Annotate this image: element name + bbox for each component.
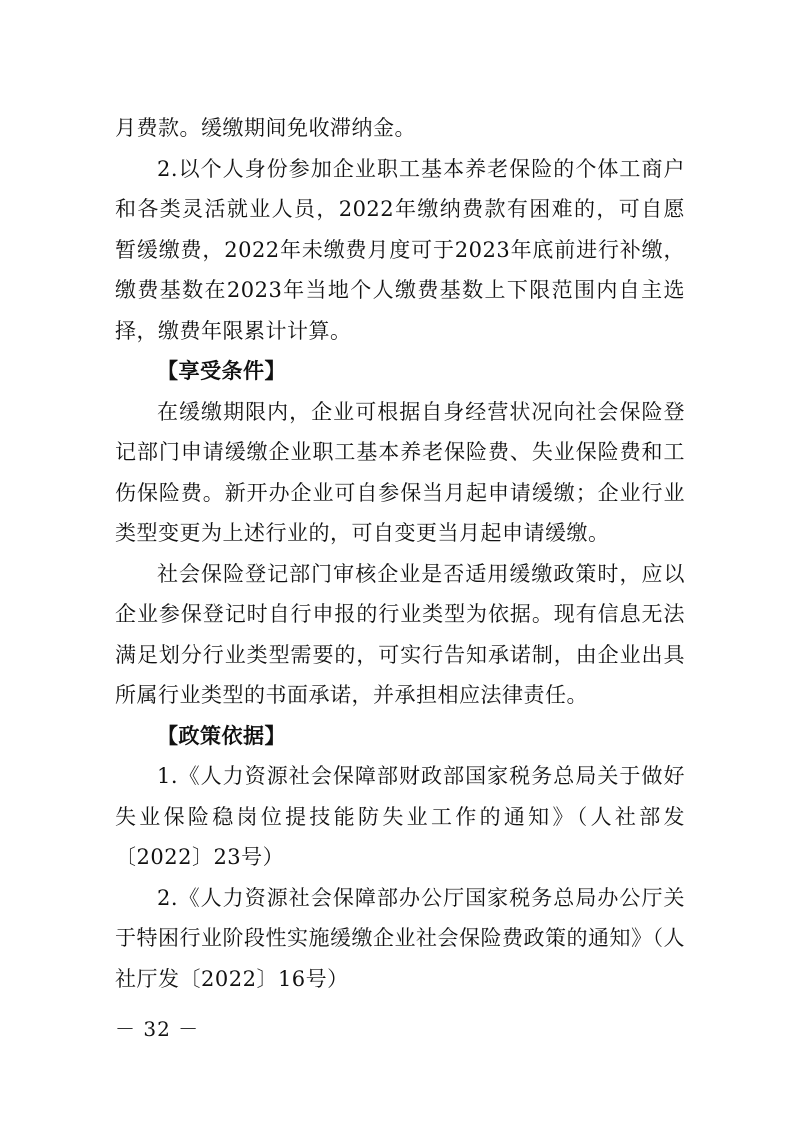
heading-basis: 【政策依据】	[157, 722, 286, 748]
heading-conditions: 【享受条件】	[157, 358, 286, 383]
paragraph-conditions-2: 社会保险登记部门审核企业是否适用缓缴政策时，应以企业参保登记时自行申报的行业类型为依据。现有信息无法满足划分行业类型需要的，可实行告知承诺制，由企业出具所属行业类型的书面承诺，并承担相应法律责任。	[115, 561, 685, 707]
page-number: － 32 －	[115, 1017, 200, 1041]
paragraph-conditions-1: 在缓缴期限内，企业可根据自身经营状况向社会保险登记部门申请缓缴企业职工基本养老保险费、失业保险费和工伤保险费。新开办企业可自参保当月起申请缓缴；企业行业类型变更为上述行业的，可自变更当月起申请缓缴。	[115, 399, 685, 545]
document-body	[115, 108, 685, 999]
paragraph-basis-2: 2.《人力资源社会保障部办公厅国家税务总局办公厅关于特困行业阶段性实施缓缴企业社会保险费政策的通知》（人社厅发〔2022〕16号）	[115, 885, 685, 991]
paragraph-self-employed: 2.以个人身份参加企业职工基本养老保险的个体工商户和各类灵活就业人员，2022年缴纳费款有困难的，可自愿暂缓缴费，2022年未缴费月度可于2023年底前进行补缴，缴费基数在2023年当地个人缴费基数上下限范围内自主选择，缴费年限累计计算。	[115, 156, 685, 343]
paragraph-basis-1: 1.《人力资源社会保障部财政部国家税务总局关于做好失业保险稳岗位提技能防失业工作的通知》（人社部发〔2022〕23号）	[115, 764, 685, 869]
paragraph-continued-fee: 月费款。缓缴期间免收滞纳金。	[115, 116, 416, 140]
